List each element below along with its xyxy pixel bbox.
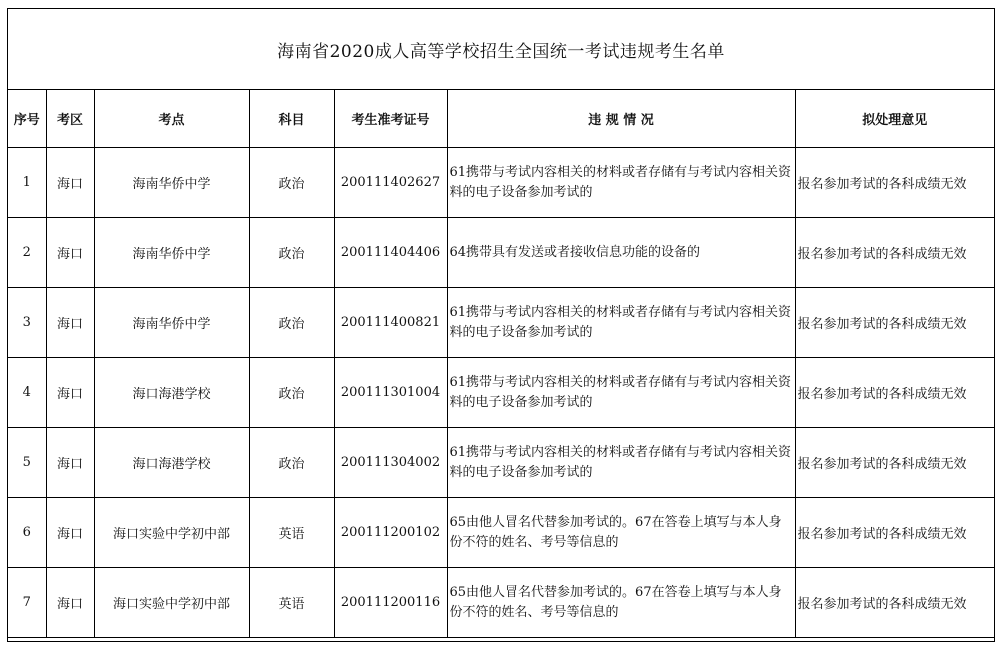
cell-site: 海南华侨中学 (94, 218, 249, 288)
cell-site: 海口实验中学初中部 (94, 498, 249, 568)
header-subject: 科目 (249, 90, 334, 148)
cell-violation: 61携带与考试内容相关的材料或者存储有与考试内容相关资料的电子设备参加考试的 (447, 288, 795, 358)
cell-site: 海南华侨中学 (94, 288, 249, 358)
cell-subject: 政治 (249, 358, 334, 428)
cell-subject: 政治 (249, 148, 334, 218)
cell-candidate-id: 200111402627 (334, 148, 447, 218)
cell-no: 5 (8, 428, 46, 498)
cell-candidate-id: 200111301004 (334, 358, 447, 428)
header-opinion: 拟处理意见 (795, 90, 994, 148)
cell-violation: 61携带与考试内容相关的材料或者存储有与考试内容相关资料的电子设备参加考试的 (447, 358, 795, 428)
cell-violation: 65由他人冒名代替参加考试的。67在答卷上填写与本人身份不符的姓名、考号等信息的 (447, 568, 795, 638)
cell-no: 3 (8, 288, 46, 358)
table-row (8, 288, 994, 358)
cell-no: 2 (8, 218, 46, 288)
table-header-row (8, 90, 994, 148)
cell-area: 海口 (46, 288, 94, 358)
header-area: 考区 (46, 90, 94, 148)
cell-candidate-id: 200111200102 (334, 498, 447, 568)
cell-no: 7 (8, 568, 46, 638)
cell-violation: 65由他人冒名代替参加考试的。67在答卷上填写与本人身份不符的姓名、考号等信息的 (447, 498, 795, 568)
header-candidate-id: 考生准考证号 (334, 90, 447, 148)
cell-site: 海口海港学校 (94, 358, 249, 428)
document-title: 海南省2020成人高等学校招生全国统一考试违规考生名单 (8, 9, 994, 90)
table-row (8, 358, 994, 428)
cell-opinion: 报名参加考试的各科成绩无效 (795, 428, 994, 498)
table-row (8, 218, 994, 288)
table-row (8, 568, 994, 638)
table-row (8, 428, 994, 498)
cell-area: 海口 (46, 148, 94, 218)
cell-site: 海口海港学校 (94, 428, 249, 498)
header-site: 考点 (94, 90, 249, 148)
cell-subject: 英语 (249, 498, 334, 568)
violation-list-sheet (7, 8, 995, 642)
cell-subject: 政治 (249, 428, 334, 498)
cell-violation: 61携带与考试内容相关的材料或者存储有与考试内容相关资料的电子设备参加考试的 (447, 148, 795, 218)
cell-area: 海口 (46, 428, 94, 498)
cell-candidate-id: 200111404406 (334, 218, 447, 288)
cell-site: 海南华侨中学 (94, 148, 249, 218)
header-violation: 违 规 情 况 (447, 90, 795, 148)
cell-site: 海口实验中学初中部 (94, 568, 249, 638)
cell-area: 海口 (46, 218, 94, 288)
cell-no: 6 (8, 498, 46, 568)
cell-subject: 英语 (249, 568, 334, 638)
cell-violation: 61携带与考试内容相关的材料或者存储有与考试内容相关资料的电子设备参加考试的 (447, 428, 795, 498)
cell-violation: 64携带具有发送或者接收信息功能的设备的 (447, 218, 795, 288)
cell-candidate-id: 200111304002 (334, 428, 447, 498)
cell-opinion: 报名参加考试的各科成绩无效 (795, 288, 994, 358)
cell-candidate-id: 200111400821 (334, 288, 447, 358)
header-no: 序号 (8, 90, 46, 148)
cell-no: 4 (8, 358, 46, 428)
cell-no: 1 (8, 148, 46, 218)
table-row (8, 498, 994, 568)
table-row (8, 148, 994, 218)
cell-subject: 政治 (249, 218, 334, 288)
cell-candidate-id: 200111200116 (334, 568, 447, 638)
cell-opinion: 报名参加考试的各科成绩无效 (795, 148, 994, 218)
cell-area: 海口 (46, 568, 94, 638)
cell-opinion: 报名参加考试的各科成绩无效 (795, 498, 994, 568)
cell-subject: 政治 (249, 288, 334, 358)
cell-opinion: 报名参加考试的各科成绩无效 (795, 568, 994, 638)
violation-table (8, 90, 994, 638)
cell-area: 海口 (46, 358, 94, 428)
cell-opinion: 报名参加考试的各科成绩无效 (795, 218, 994, 288)
cell-area: 海口 (46, 498, 94, 568)
cell-opinion: 报名参加考试的各科成绩无效 (795, 358, 994, 428)
